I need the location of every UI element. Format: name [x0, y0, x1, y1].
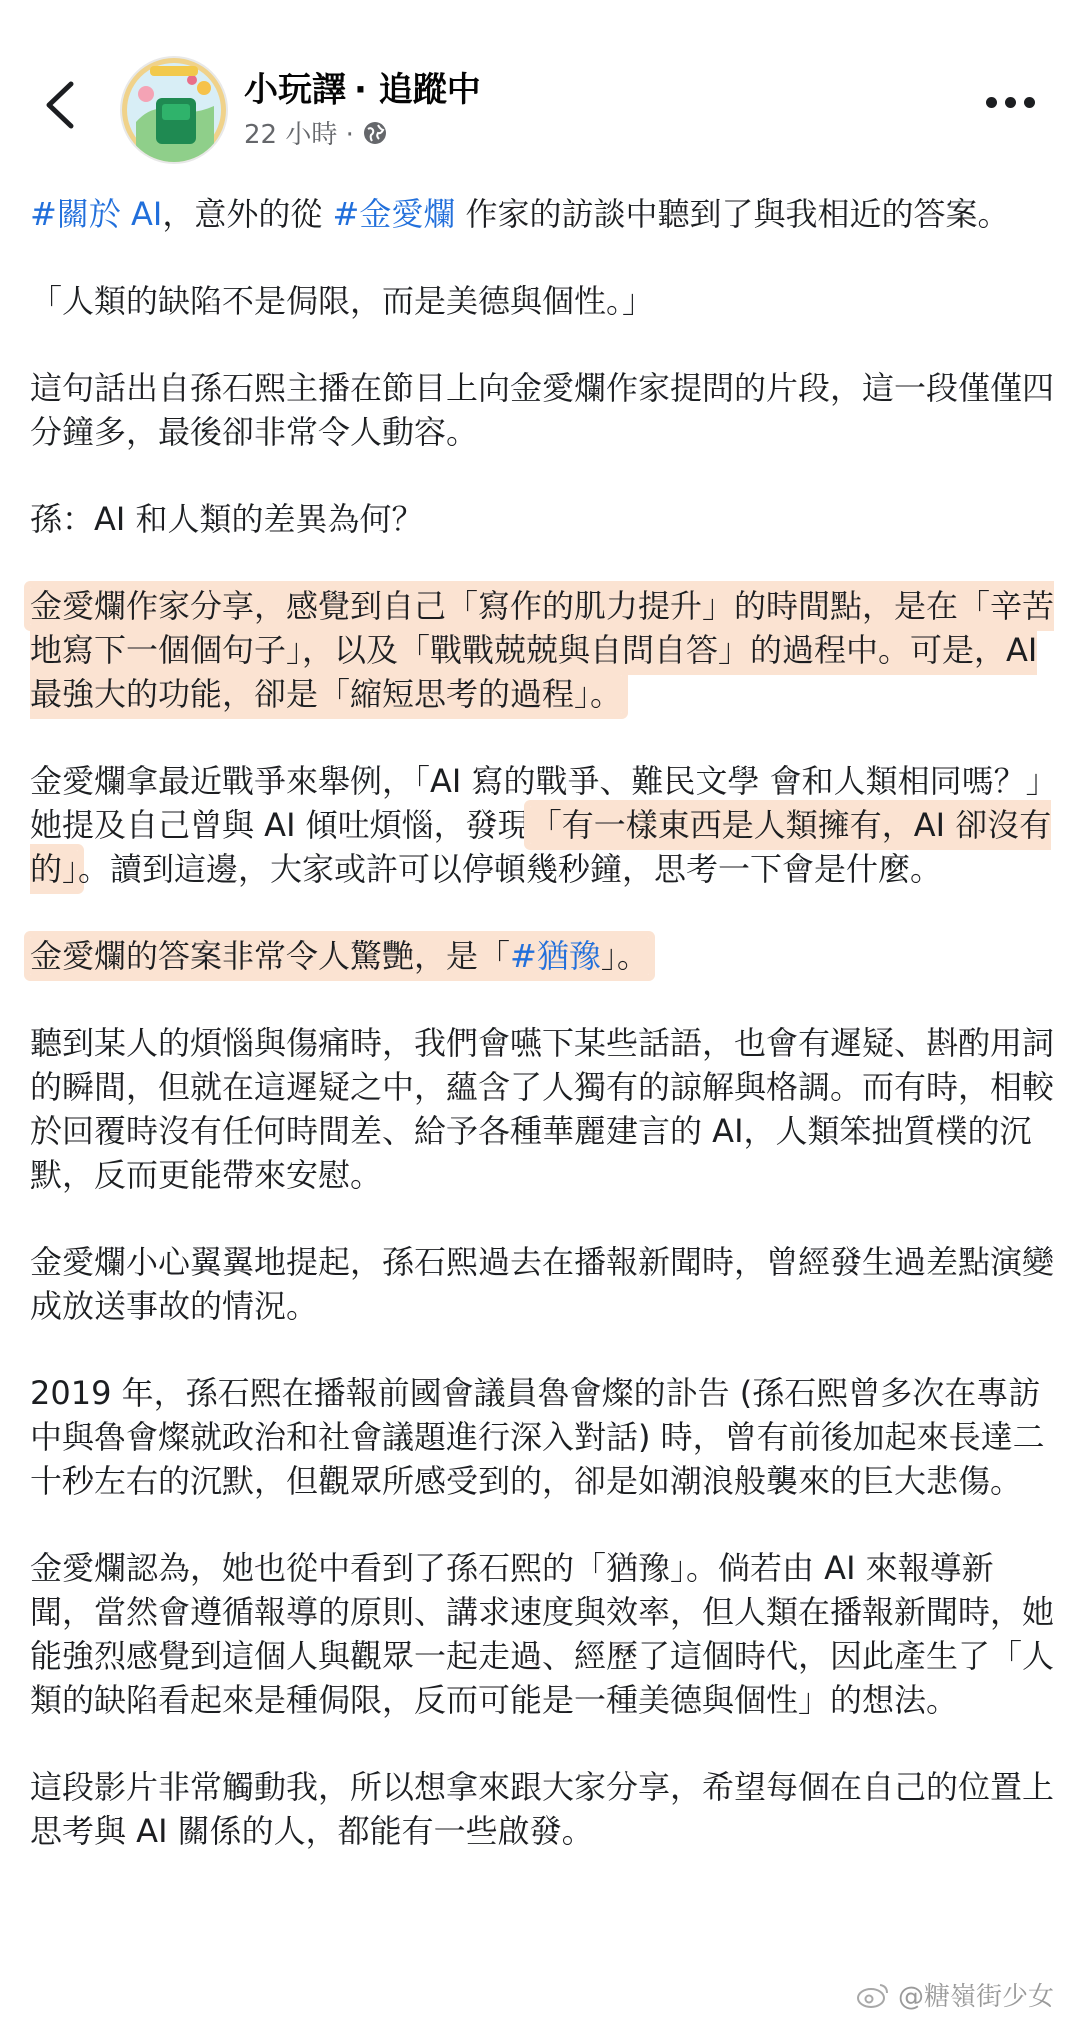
paragraph-2: 「人類的缺陷不是侷限，而是美德與個性。」 [30, 282, 655, 320]
more-icon-dot [1005, 97, 1016, 108]
paragraph-1 [30, 192, 1056, 236]
follow-status[interactable]: · 追蹤中 [354, 70, 481, 110]
paragraph-text: 」。 [600, 937, 649, 975]
chevron-left-icon [43, 80, 77, 130]
hashtag-link[interactable]: #猶豫 [510, 937, 601, 975]
paragraph-12: 這段影片非常觸動我，所以想拿來跟大家分享，希望每個在自己的位置上思考與 AI 關係的人，都能有一些啟發。 [30, 1768, 1055, 1850]
highlighted-text: 金愛爛作家分享，感覺到自己「寫作的肌力提升」的時間點，是在「辛苦地寫下一個個句子」，以及「戰戰兢兢與自問自答」的過程中。可是，AI 最強大的功能，卻是「縮短思考的過程」。 [30, 587, 1055, 713]
weibo-icon [856, 1981, 890, 2009]
paragraph-text: ，意外的從 [162, 195, 333, 233]
highlighted-text [30, 937, 649, 975]
post-time[interactable]: 22 小時 · [244, 120, 354, 150]
globe-icon [362, 120, 388, 146]
watermark [856, 1976, 1054, 2013]
hashtag-link[interactable]: #金愛爛 [332, 195, 456, 233]
paragraph-11: 金愛爛認為，她也從中看到了孫石熙的「猶豫」。倘若由 AI 來報導新聞，當然會遵循報導的原則、講求速度與效率，但人類在播報新聞時，她能強烈感覺到這個人與觀眾一起走過、經歷了這個時代，因此產生了「人類的缺陷看起來是種侷限，反而可能是一種美德與個性」的想法。 [30, 1549, 1055, 1719]
author-name[interactable]: 小玩譯 [244, 70, 346, 110]
post-header [0, 0, 1080, 190]
avatar[interactable] [120, 56, 228, 164]
paragraph-text: 。讀到這邊，大家或許可以停頓幾秒鐘，思考一下會是什麼。 [78, 850, 943, 888]
highlighted-text: 「有一樣東西是人類擁有，AI 卻沒有的」 [30, 806, 1052, 888]
paragraph-7 [30, 934, 1056, 978]
paragraph-10: 2019 年，孫石熙在播報前國會議員魯會燦的訃告 (孫石熙曾多次在專訪中與魯會燦就政治和社會議題進行深入對話) 時，曾有前後加起來長達二十秒左右的沉默，但觀眾所感受到的，卻是如潮浪般襲來的巨大悲傷。 [30, 1374, 1045, 1500]
more-icon-dot [986, 97, 997, 108]
paragraph-text: 金愛爛拿最近戰爭來舉例，「AI 寫的戰爭、難民文學 會和人類相同嗎？」她提及自己曾與 AI 傾吐煩惱，發現 [30, 762, 1042, 844]
author-row [244, 62, 481, 111]
paragraph-text: 金愛爛的答案非常令人驚艷，是「 [30, 937, 511, 975]
avatar-image [122, 58, 226, 162]
paragraph-6 [30, 759, 1056, 891]
paragraph-9: 金愛爛小心翼翼地提起，孫石熙過去在播報新聞時，曾經發生過差點演變成放送事故的情況。 [30, 1243, 1055, 1325]
paragraph-5 [30, 584, 1056, 716]
paragraph-text: 作家的訪談中聽到了與我相近的答案。 [455, 195, 1010, 233]
post-meta [244, 114, 388, 151]
more-icon-dot [1024, 97, 1035, 108]
post-content [30, 192, 1056, 1853]
hashtag-link[interactable]: #關於 AI [30, 195, 163, 233]
more-options-button[interactable] [978, 82, 1042, 122]
back-button[interactable] [28, 60, 92, 150]
watermark-text: @糖嶺街少女 [897, 1982, 1054, 2012]
paragraph-3: 這句話出自孫石熙主播在節目上向金愛爛作家提問的片段，這一段僅僅四分鐘多，最後卻非常令人動容。 [30, 369, 1055, 451]
paragraph-4: 孫：AI 和人類的差異為何？ [30, 500, 424, 538]
paragraph-8: 聽到某人的煩惱與傷痛時，我們會嚥下某些話語，也會有遲疑、斟酌用詞的瞬間，但就在這遲疑之中，蘊含了人獨有的諒解與格調。而有時，相較於回覆時沒有任何時間差、給予各種華麗建言的 AI，人類笨拙質樸的沉默，反而更能帶來安慰。 [30, 1024, 1055, 1194]
